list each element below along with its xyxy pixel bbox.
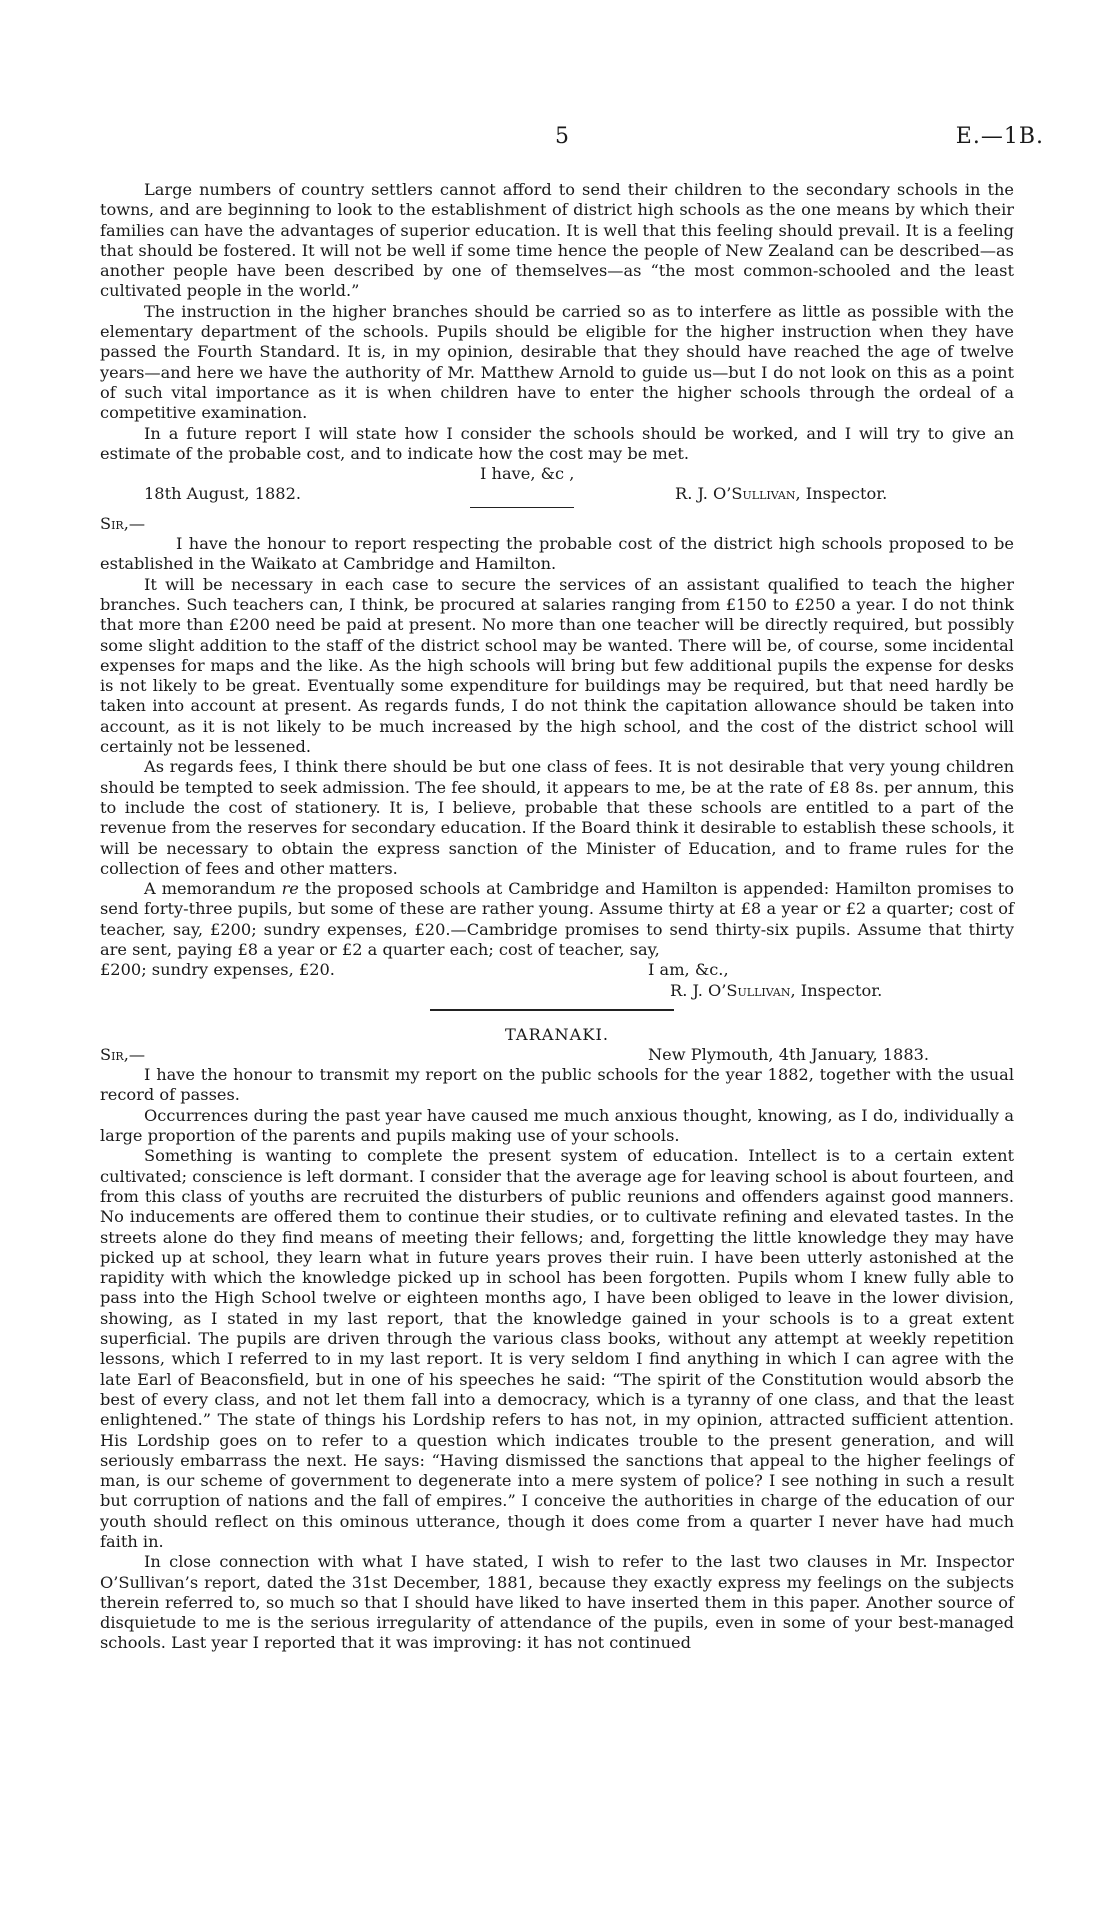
letter2-paragraph-1: I have the honour to report respecting the probable cost of the district high schools proposed to be established in the Waikato at Cambridge and Hamilton. [100,534,1014,574]
letter2-paragraph-2: It will be necessary in each case to secure the services of an assistant qualified to teach the higher branches. Such teachers can, I think, be procured at salaries ranging from £150 to £250 a year. I do not think that more than £200 need be paid at present. No more than one teacher will be directly required, but possibly some slight addition to the staff of the district school may be wanted. There will be, of course, some incidental expenses for maps and the like. As the high schools will bring but few additional pupils the expense for desks is not likely to be great. Eventually some expenditure for buildings may be required, but that need hardly be taken into account at present. As regards funds, I do not think the capitation allowance should be taken into account, as it is not likely to be much increased by the high school, and the cost of the district school will certainly not be lessened. [100,574,1014,757]
page-header [0,124,1114,158]
letter1-signature [675,484,887,504]
letter2-closing-row [100,960,1014,980]
letter2-signature [670,981,882,1001]
page-body [100,180,1014,1654]
letter1-closing-row [100,464,1014,484]
taranaki-salutation: Sir,— [100,1044,146,1064]
letter1-signature-row [100,484,1014,504]
letter2-signature-name: Sullivan [726,980,791,1000]
letter1-paragraph-3: In a future report I will state how I consider the schools should be worked, and I will try to give an estimate of the probable cost, and to indicate how the cost may be met. [100,423,1014,463]
taranaki-paragraph-4: In close connection with what I have stated, I wish to refer to the last two clauses in Mr. Inspector O’Sullivan’s report, dated the 31st December, 1881, because they exactly express my feelings on the subjects therein referred to, so much so that I should have liked to have inserted them in this paper. Another source of disquietude to me is the serious irregularity of attendance of the pupils, even in some of your best-managed schools. Last year I reported that it was improving: it has not continued [100,1552,1014,1653]
memo-text-a: A memorandum [144,879,276,899]
letter2-salutation: Sir,— [100,513,146,533]
memo-re: re [281,879,299,899]
taranaki-paragraph-3: Something is wanting to complete the present system of education. Intellect is to a certain extent cultivated; conscience is left dormant. I consider that the average age for leaving school is about fourteen, and from this class of youths are recruited the disturbers of public reunions and offenders against good manners. No inducements are offered them to continue their studies, or to cultivate refining and elevated tastes. In the streets alone do they find means of meeting their fellows; and, forgetting the little knowledge they may have picked up at school, they learn what in future years proves their ruin. I have been utterly astonished at the rapidity with which the knowledge picked up in school has been forgotten. Pupils whom I knew fully able to pass into the High School twelve or eighteen months ago, I have been obliged to leave in the lower division, showing, as I stated in my last report, that the knowledge gained in your schools is to a great extent superficial. The pupils are driven through the various class books, without any attempt at weekly repetition lessons, which I referred to in my last report. It is very seldom I find anything in which I can agree with the late Earl of Beaconsfield, but in one of his speeches he said: “The spirit of the Constitution would absorb the best of every class, and not let them fall into a democracy, which is a tyranny of one class, and that the least enlightened.” The state of things his Lordship refers to has not, in my opinion, attracted sufficient attention. His Lordship goes on to refer to a question which indicates trouble to the present generation, and will seriously embarrass the next. He says: “Having dismissed the sanctions that appeal to the higher feelings of man, is our scheme of government to degenerate into a mere system of police? I see nothing in such a result but corruption of nations and the fall of empires.” I conceive the authorities in charge of the education of our youth should reflect on this ominous utterance, though it does come from a quarter I never have had much faith in. [100,1146,1014,1551]
section-title: TARANAKI. [505,1024,609,1044]
letter1-paragraph-1: Large numbers of country settlers cannot afford to send their children to the secondary schools in the towns, and are beginning to look to the establishment of district high schools as the one means by which their families can have the advantages of superior education. It is well that this feeling should prevail. It is a feeling that should be fostered. It will not be well if some time hence the people of New Zealand can be described—as another people have been described by one of themselves—as “the most common-schooled and the least cultivated people in the world.” [100,180,1014,301]
letter2-paragraph-3: As regards fees, I think there should be but one class of fees. It is not desirable that very young children should be tempted to seek admission. The fee should, it appears to me, be at the rate of £8 8s. per annum, this to include the cost of stationery. It is, I believe, probable that these schools are entitled to a part of the revenue from the reserves for secondary education. If the Board think it desirable to establish these schools, it will be necessary to obtain the express sanction of the Minister of Education, and to frame rules for the collection of fees and other matters. [100,757,1014,878]
letter2-signature-row [100,981,1014,1001]
section-divider-long [430,1009,674,1011]
letter1-signature-initials: R. J. O’ [675,484,732,504]
taranaki-dateline: New Plymouth, 4th January, 1883. [648,1044,930,1064]
page-number: 5 [555,124,569,149]
letter1-paragraph-2: The instruction in the higher branches should be carried so as to interfere as little as possible with the elementary department of the schools. Pupils should be eligible for the higher instruction when they have passed the Fourth Standard. It is, in my opinion, desirable that they should have reached the age of twelve years—and here we have the authority of Mr. Matthew Arnold to guide us—but I do not look on this as a point of such vital importance as it is when children have to enter the higher schools through the ordeal of a competitive examination. [100,301,1014,423]
letter1-signature-title: , Inspector. [795,484,888,504]
letter2-signature-initials: R. J. O’ [670,980,727,1000]
taranaki-paragraph-2: Occurrences during the past year have caused me much anxious thought, knowing, as I do, individually a large proportion of the parents and pupils making use of your schools. [100,1105,1014,1146]
taranaki-paragraph-1: I have the honour to transmit my report on the public schools for the year 1882, together with the usual record of passes. [100,1065,1014,1105]
letter2-closing: I am, &c., [648,960,729,980]
letter1-signature-name: Sullivan [731,484,796,504]
memo-last-line: £200; sundry expenses, £20. [100,960,335,980]
letter1-date: 18th August, 1882. [144,484,302,504]
memo-text-b: the proposed schools at Cambridge and Hamilton is appended: Hamilton promises to send forty-three pupils, but some of these are rather young. Assume thirty at £8 a year or £2 a quarter; cost of teacher, say, £200; sundry expenses, £20.—Cambridge promises to send thirty-six pupils. Assume that thirty are sent, paying £8 a year or £2 a quarter each; cost of teacher, say, [100,879,1014,959]
letter2-signature-title: , Inspector. [790,980,883,1000]
document-code: E.—1B. [955,124,1044,149]
letter2-memorandum [100,879,1014,960]
letter1-closing: I have, &c , [480,464,575,484]
taranaki-salutation-row [100,1045,1014,1065]
